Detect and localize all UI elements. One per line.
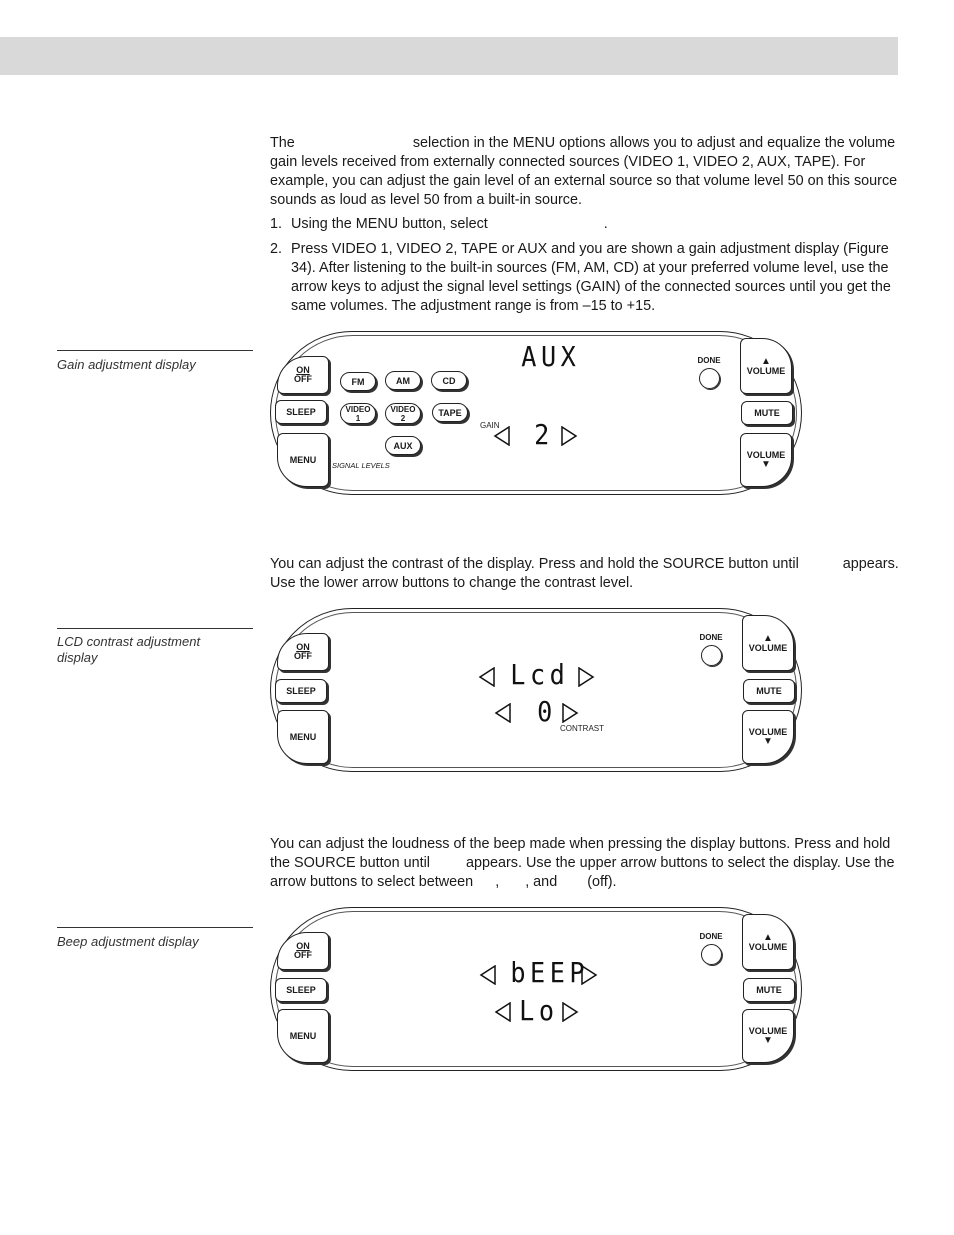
left-arrow-icon[interactable] [494,703,512,723]
done-button[interactable]: DONE [694,932,728,965]
on-off-button[interactable]: ON OFF [277,633,329,671]
caption-lcd: LCD contrast adjustment display [57,634,201,665]
done-button[interactable]: DONE [692,356,726,389]
right-arrow-icon[interactable] [561,1002,579,1022]
left-arrow-icon[interactable] [479,965,497,985]
caption-beep: Beep adjustment display [57,934,199,949]
sleep-button[interactable]: SLEEP [275,400,327,424]
contrast-paragraph: You can adjust the contrast of the display. Press and hold the SOURCE button until appears. Use the lower arrow buttons to change the contrast level. [270,556,899,591]
volume-down-button[interactable]: VOLUME ▼ [742,710,794,764]
menu-button[interactable]: MENU [277,1009,329,1063]
done-circle-icon [699,368,720,389]
right-arrow-icon[interactable] [580,965,598,985]
on-off-button[interactable]: ON OFF [277,932,329,970]
beep-value: Lo [519,994,559,1027]
caption-rule-lcd [57,628,253,629]
mute-button[interactable]: MUTE [741,401,793,425]
left-arrow-icon[interactable] [494,1002,512,1022]
right-arrow-icon[interactable] [560,426,578,446]
caption-rule-gain [57,350,253,351]
am-button[interactable]: AM [385,371,421,390]
gain-label: GAIN [480,421,500,430]
gain-adjustment-display [270,331,802,495]
mute-button[interactable]: MUTE [743,978,795,1002]
intro-paragraph: The selection in the MENU options allows you to adjust and equalize the volume gain levels received from externally connected sources (VIDEO 1, VIDEO 2, AUX, TAPE). For example, you can adjust the gain level of an external source so that volume level 50 on this source sounds as loud as level 50 from a built-in source. [270,135,898,208]
menu-button[interactable]: MENU [277,710,329,764]
menu-button[interactable]: MENU [277,433,329,487]
mute-button[interactable]: MUTE [743,679,795,703]
contrast-label: CONTRAST [560,724,604,733]
tape-button[interactable]: TAPE [432,403,468,422]
volume-up-button[interactable]: ▲ VOLUME [742,914,794,970]
sleep-button[interactable]: SLEEP [275,679,327,703]
beep-paragraph: You can adjust the loudness of the beep made when pressing the display buttons. Press and hold the SOURCE button until appears. Use the upper arrow buttons to select the display. Use the arrow buttons to select between , , and (off). [270,836,895,890]
done-circle-icon [701,944,722,965]
gain-value: 2 [534,418,554,451]
lcd-source-text: AUX [521,340,581,373]
video2-button[interactable]: VIDEO 2 [385,403,421,424]
sleep-button[interactable]: SLEEP [275,978,327,1002]
volume-down-button[interactable]: VOLUME ▼ [740,433,792,487]
done-button[interactable]: DONE [694,633,728,666]
left-arrow-icon[interactable] [478,667,496,687]
volume-up-button[interactable]: ▲ VOLUME [740,338,792,394]
lcd-contrast-display [270,608,802,772]
aux-button[interactable]: AUX [385,436,421,455]
contrast-value: 0 [537,695,557,728]
header-band [0,37,898,75]
volume-up-button[interactable]: ▲ VOLUME [742,615,794,671]
caption-rule-beep [57,927,253,928]
cd-button[interactable]: CD [431,371,467,390]
beep-adjustment-display [270,907,802,1071]
video1-button[interactable]: VIDEO 1 [340,403,376,424]
right-arrow-icon[interactable] [561,703,579,723]
caption-gain: Gain adjustment display [57,357,196,372]
beep-label-text: bEEP [510,956,590,989]
done-circle-icon [701,645,722,666]
signal-levels-label: SIGNAL LEVELS [332,461,390,470]
right-arrow-icon[interactable] [577,667,595,687]
lcd-label-text: Lcd [510,658,570,691]
left-arrow-icon[interactable] [493,426,511,446]
volume-down-button[interactable]: VOLUME ▼ [742,1009,794,1063]
on-off-button[interactable]: ON OFF [277,356,329,394]
fm-button[interactable]: FM [340,372,376,391]
